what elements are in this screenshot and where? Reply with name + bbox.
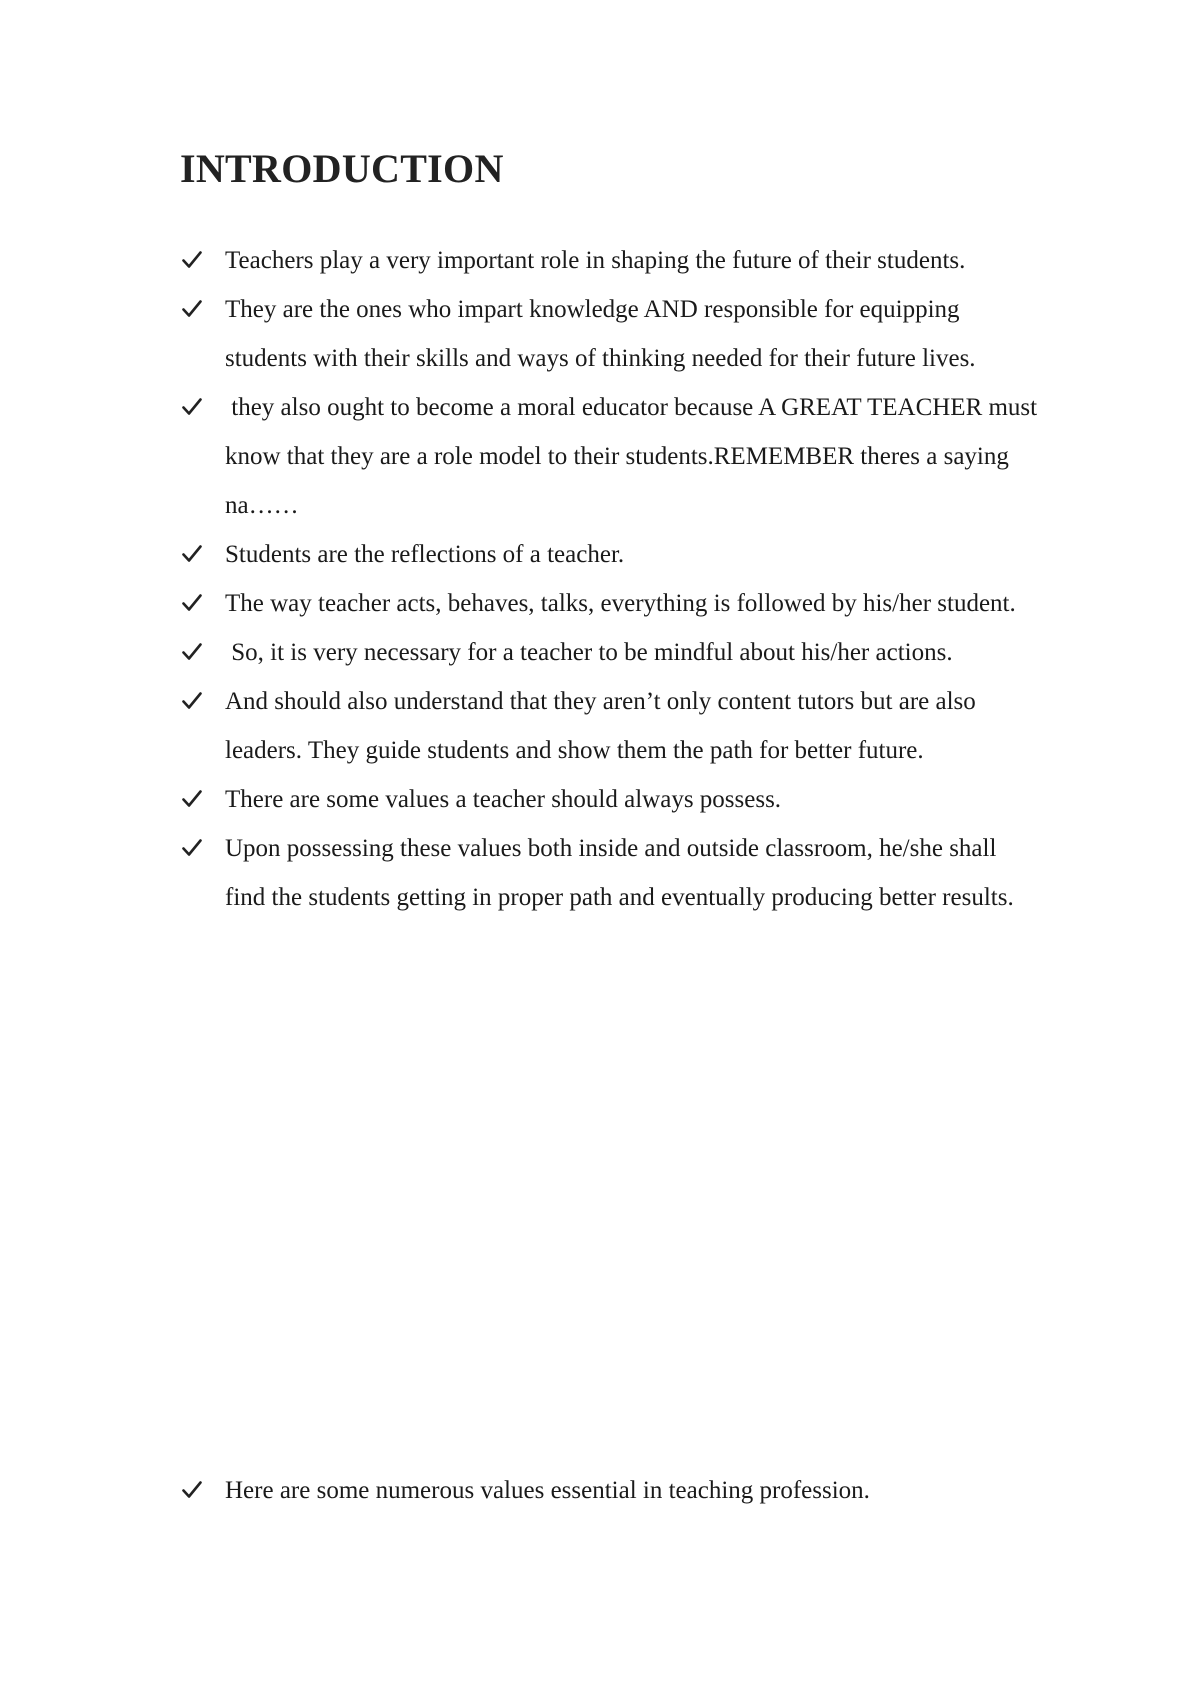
checkmark-icon bbox=[180, 775, 206, 824]
list-item-text: The way teacher acts, behaves, talks, everything is followed by his/her student. bbox=[225, 590, 1016, 617]
checkmark-icon bbox=[180, 677, 206, 726]
list-item bbox=[180, 236, 1040, 285]
list-item-text: They are the ones who impart knowledge AND responsible for equipping students with their skills and ways of thinking needed for their future lives. bbox=[225, 296, 976, 372]
checkmark-icon bbox=[180, 824, 206, 873]
list-item bbox=[180, 530, 1040, 579]
list-item-text: So, it is very necessary for a teacher to be mindful about his/her actions. bbox=[225, 639, 953, 666]
list-item-text: they also ought to become a moral educator because A GREAT TEACHER must know that they are a role model to their students.REMEMBER theres a saying na…… bbox=[225, 394, 1044, 519]
closing-bullet-list bbox=[180, 1466, 1040, 1515]
list-item bbox=[180, 383, 1044, 530]
page-heading: INTRODUCTION bbox=[180, 146, 504, 191]
checkmark-icon bbox=[180, 285, 206, 334]
checkmark-icon bbox=[180, 1466, 206, 1515]
list-item bbox=[180, 579, 1040, 628]
list-item-text: Teachers play a very important role in shaping the future of their students. bbox=[225, 247, 966, 274]
list-item-text: Upon possessing these values both inside and outside classroom, he/she shall find the students getting in proper path and eventually producing better results. bbox=[225, 835, 1014, 911]
list-item-text: Students are the reflections of a teacher. bbox=[225, 541, 625, 568]
list-item-text: There are some values a teacher should always possess. bbox=[225, 786, 782, 813]
checkmark-icon bbox=[180, 383, 206, 432]
list-item bbox=[180, 824, 1040, 922]
list-item-text: And should also understand that they aren’t only content tutors but are also leaders. They guide students and show them the path for better future. bbox=[225, 688, 976, 764]
list-item bbox=[180, 775, 1040, 824]
list-item bbox=[180, 628, 1040, 677]
list-item-text: Here are some numerous values essential in teaching profession. bbox=[225, 1477, 870, 1504]
list-item bbox=[180, 285, 1040, 383]
bullet-list bbox=[180, 236, 1044, 922]
checkmark-icon bbox=[180, 628, 206, 677]
checkmark-icon bbox=[180, 579, 206, 628]
list-item bbox=[180, 677, 1040, 775]
checkmark-icon bbox=[180, 236, 206, 285]
checkmark-icon bbox=[180, 530, 206, 579]
list-item bbox=[180, 1466, 1040, 1515]
